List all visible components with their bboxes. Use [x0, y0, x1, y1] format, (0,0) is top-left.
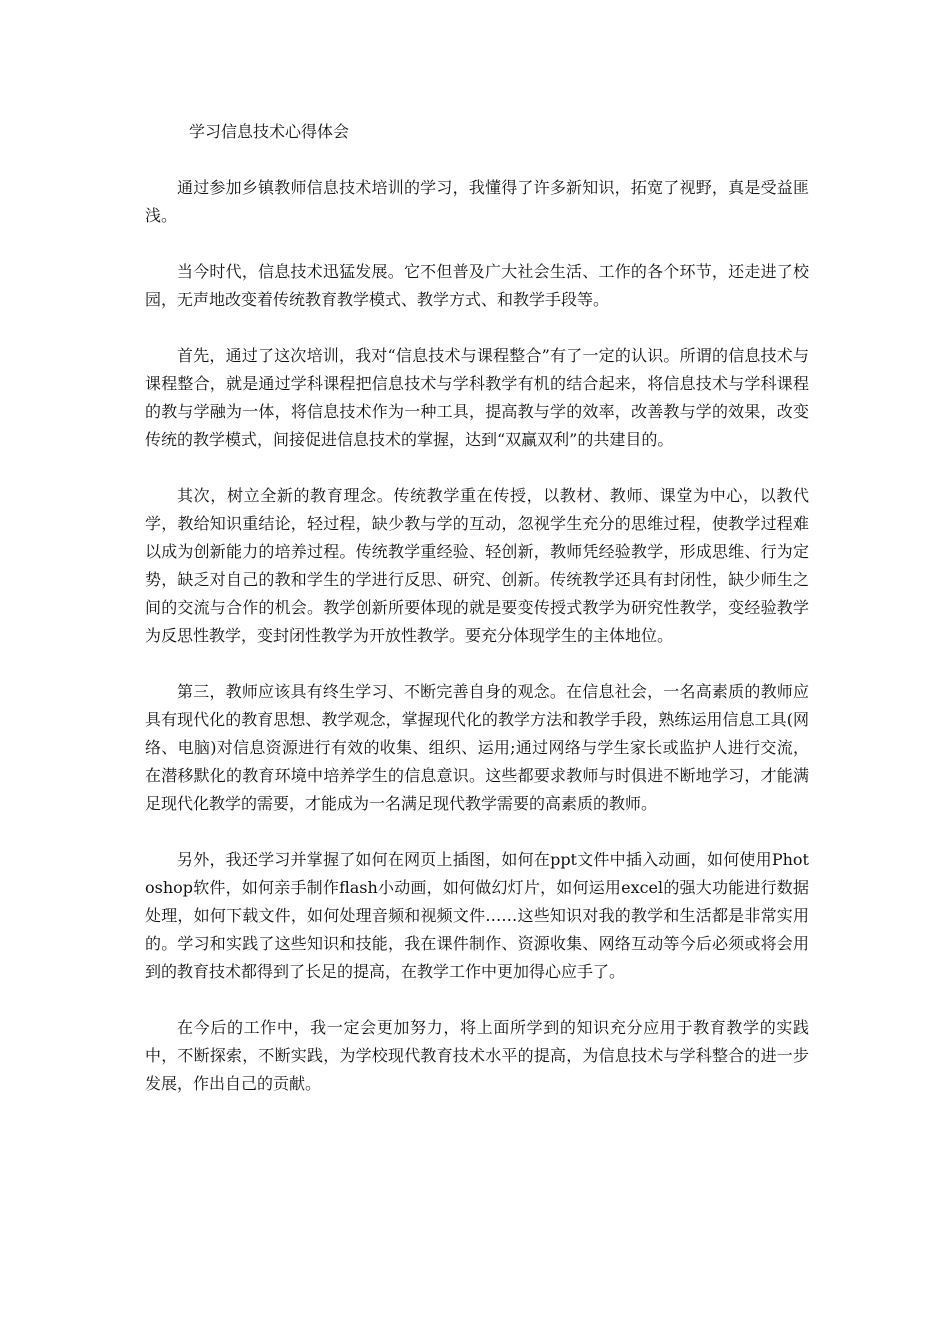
paragraph-first: 首先，通过了这次培训，我对“信息技术与课程整合”有了一定的认识。所谓的信息技术与课程整合，就是通过学科课程把信息技术与学科教学有机的结合起来，将信息技术与学科课程的教与学融为一体，将信息技术作为一种工具，提高教与学的效率，改善教与学的效果，改变传统的教学模式，间接促进信息技术的掌握，达到“双赢双利”的共建目的。	[145, 346, 809, 449]
paragraph-additionally: 另外，我还学习并掌握了如何在网页上插图，如何在ppt文件中插入动画，如何使用Photoshop软件，如何亲手制作flash小动画，如何做幻灯片，如何运用excel的强大功能进行数据处理，如何下载文件，如何处理音频和视频文件……这些知识对我的教学和生活都是非常实用的。学习和实践了这些知识和技能，我在课件制作、资源收集、网络互动等今后必须或将会用到的教育技术都得到了长足的提高，在教学工作中更加得心应手了。	[145, 850, 809, 981]
paragraph-era: 当今时代，信息技术迅猛发展。它不但普及广大社会生活、工作的各个环节，还走进了校园，无声地改变着传统教育教学模式、教学方式、和教学手段等。	[145, 262, 809, 309]
paragraph-intro: 通过参加乡镇教师信息技术培训的学习，我懂得了许多新知识，拓宽了视野，真是受益匪浅。	[145, 178, 809, 225]
paragraph-second: 其次，树立全新的教育理念。传统教学重在传授，以教材、教师、课堂为中心，以教代学，教给知识重结论，轻过程，缺少教与学的互动，忽视学生充分的思维过程，使教学过程难以成为创新能力的培养过程。传统教学重经验、轻创新，教师凭经验教学，形成思维、行为定势，缺乏对自己的教和学生的学进行反思、研究、创新。传统教学还具有封闭性，缺少师生之间的交流与合作的机会。教学创新所要体现的就是要变传授式教学为研究性教学，变经验教学为反思性教学，变封闭性教学为开放性教学。要充分体现学生的主体地位。	[145, 486, 809, 645]
document-title: 学习信息技术心得体会	[189, 122, 350, 141]
paragraph-conclusion: 在今后的工作中，我一定会更加努力，将上面所学到的知识充分应用于教育教学的实践中，不断探索，不断实践，为学校现代教育技术水平的提高，为信息技术与学科整合的进一步发展，作出自己的贡献。	[145, 1018, 809, 1093]
paragraph-third: 第三，教师应该具有终生学习、不断完善自身的观念。在信息社会，一名高素质的教师应具有现代化的教育思想、教学观念，掌握现代化的教学方法和教学手段，熟练运用信息工具(网络、电脑)对信息资源进行有效的收集、组织、运用;通过网络与学生家长或监护人进行交流，在潜移默化的教育环境中培养学生的信息意识。这些都要求教师与时俱进不断地学习，才能满足现代化教学的需要，才能成为一名满足现代教学需要的高素质的教师。	[145, 682, 809, 813]
document-page	[145, 118, 809, 1126]
